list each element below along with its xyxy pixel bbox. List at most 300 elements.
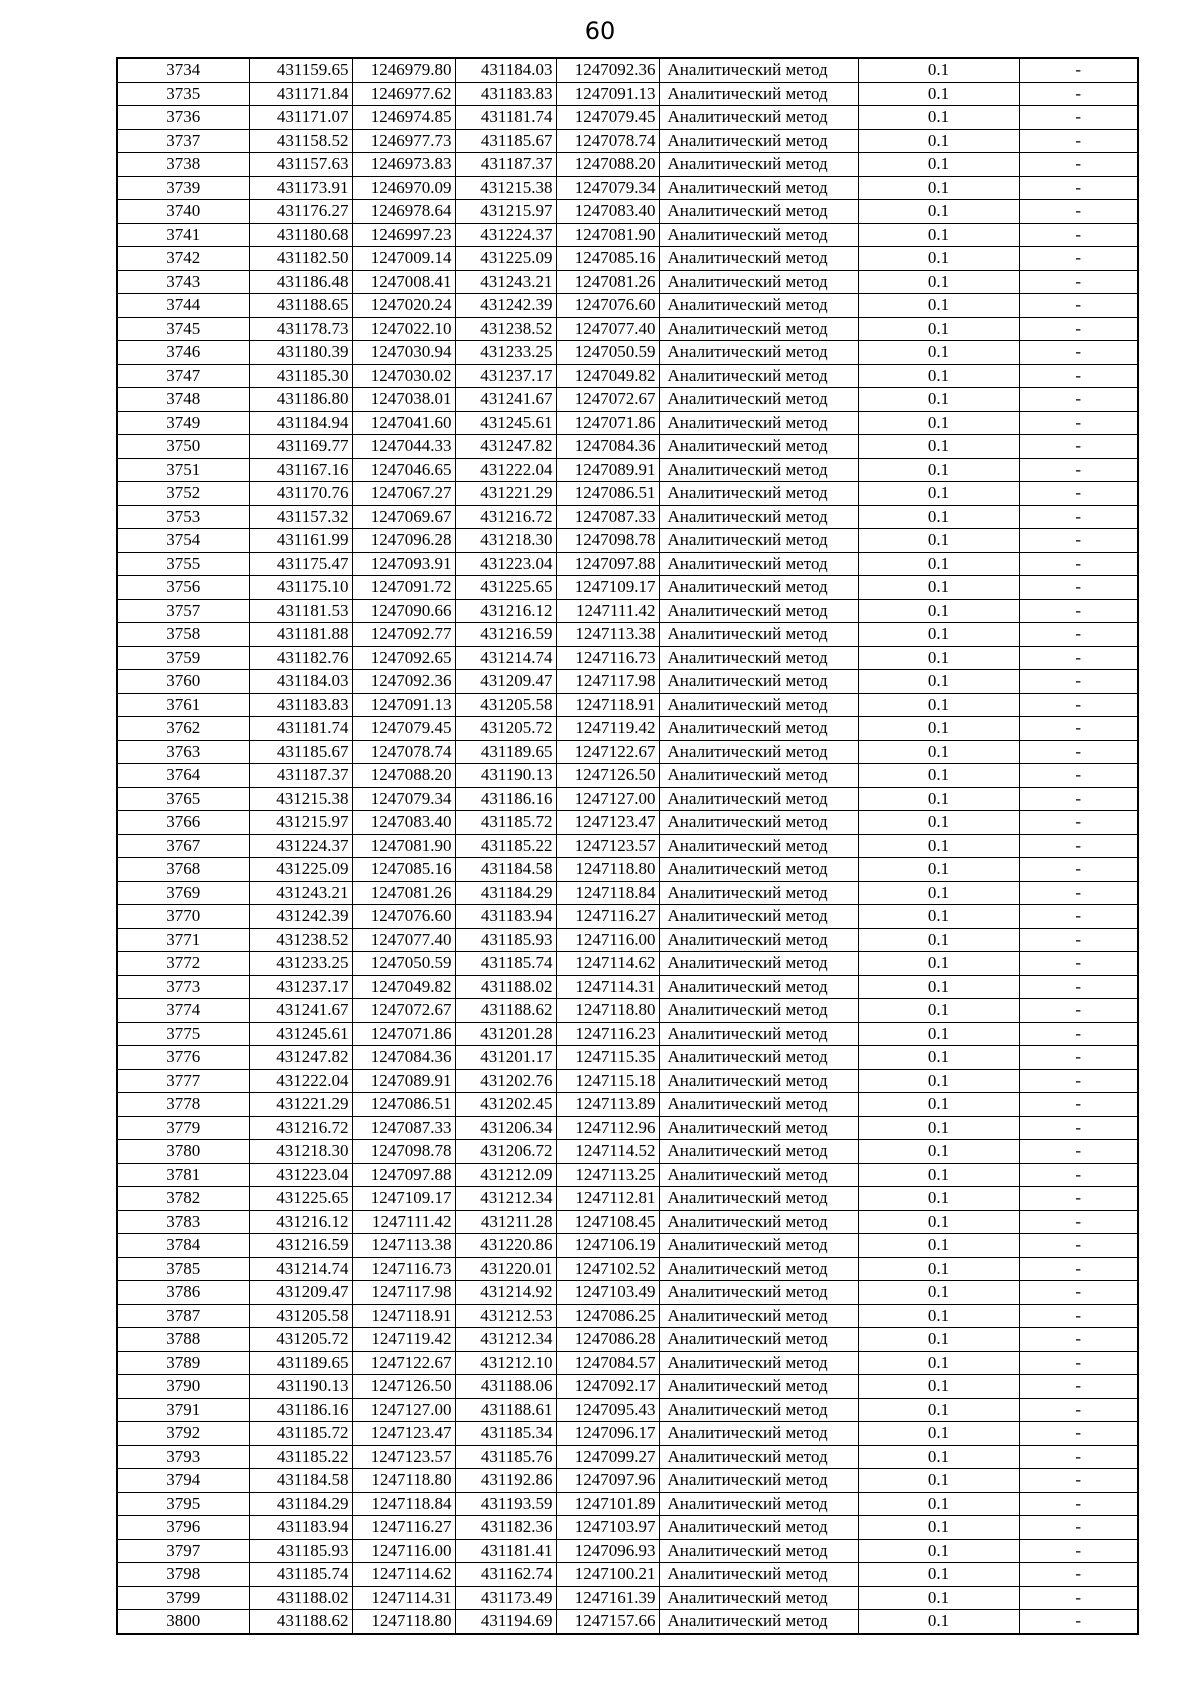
table-row xyxy=(117,693,1138,717)
y-start-cell: 1247091.72 xyxy=(352,576,455,600)
x-start-cell: 431170.76 xyxy=(249,482,352,506)
y-end-cell: 1247079.34 xyxy=(556,176,659,200)
x-start-cell: 431173.91 xyxy=(249,176,352,200)
method-cell: Аналитический метод xyxy=(659,1210,858,1234)
x-end-cell: 431162.74 xyxy=(455,1563,556,1587)
table-row xyxy=(117,58,1138,82)
y-start-cell: 1247118.91 xyxy=(352,1304,455,1328)
method-cell: Аналитический метод xyxy=(659,811,858,835)
table-row xyxy=(117,176,1138,200)
accuracy-cell: 0.1 xyxy=(858,106,1019,130)
method-cell: Аналитический метод xyxy=(659,693,858,717)
y-end-cell: 1247122.67 xyxy=(556,740,659,764)
note-cell: - xyxy=(1019,1046,1138,1070)
point-number-cell: 3734 xyxy=(117,58,249,82)
x-end-cell: 431245.61 xyxy=(455,411,556,435)
method-cell: Аналитический метод xyxy=(659,247,858,271)
accuracy-cell: 0.1 xyxy=(858,858,1019,882)
accuracy-cell: 0.1 xyxy=(858,341,1019,365)
accuracy-cell: 0.1 xyxy=(858,1257,1019,1281)
point-number-cell: 3738 xyxy=(117,153,249,177)
y-start-cell: 1247092.65 xyxy=(352,646,455,670)
y-start-cell: 1247126.50 xyxy=(352,1375,455,1399)
table-row xyxy=(117,411,1138,435)
x-end-cell: 431237.17 xyxy=(455,364,556,388)
y-end-cell: 1247113.89 xyxy=(556,1093,659,1117)
y-end-cell: 1247086.25 xyxy=(556,1304,659,1328)
y-end-cell: 1247103.49 xyxy=(556,1281,659,1305)
x-start-cell: 431184.58 xyxy=(249,1469,352,1493)
accuracy-cell: 0.1 xyxy=(858,740,1019,764)
x-start-cell: 431233.25 xyxy=(249,952,352,976)
note-cell: - xyxy=(1019,1516,1138,1540)
method-cell: Аналитический метод xyxy=(659,1375,858,1399)
note-cell: - xyxy=(1019,129,1138,153)
point-number-cell: 3751 xyxy=(117,458,249,482)
x-end-cell: 431216.59 xyxy=(455,623,556,647)
y-start-cell: 1247084.36 xyxy=(352,1046,455,1070)
method-cell: Аналитический метод xyxy=(659,364,858,388)
x-start-cell: 431215.38 xyxy=(249,787,352,811)
note-cell: - xyxy=(1019,482,1138,506)
point-number-cell: 3788 xyxy=(117,1328,249,1352)
x-start-cell: 431215.97 xyxy=(249,811,352,835)
table-row xyxy=(117,952,1138,976)
method-cell: Аналитический метод xyxy=(659,106,858,130)
accuracy-cell: 0.1 xyxy=(858,1210,1019,1234)
y-start-cell: 1246997.23 xyxy=(352,223,455,247)
table-row xyxy=(117,599,1138,623)
x-end-cell: 431188.62 xyxy=(455,999,556,1023)
note-cell: - xyxy=(1019,693,1138,717)
note-cell: - xyxy=(1019,458,1138,482)
y-start-cell: 1246977.73 xyxy=(352,129,455,153)
method-cell: Аналитический метод xyxy=(659,129,858,153)
y-start-cell: 1247076.60 xyxy=(352,905,455,929)
x-end-cell: 431206.72 xyxy=(455,1140,556,1164)
x-end-cell: 431182.36 xyxy=(455,1516,556,1540)
y-end-cell: 1247072.67 xyxy=(556,388,659,412)
y-end-cell: 1247050.59 xyxy=(556,341,659,365)
y-end-cell: 1247123.47 xyxy=(556,811,659,835)
x-end-cell: 431190.13 xyxy=(455,764,556,788)
x-end-cell: 431173.49 xyxy=(455,1586,556,1610)
table-row xyxy=(117,1210,1138,1234)
note-cell: - xyxy=(1019,881,1138,905)
y-end-cell: 1247118.80 xyxy=(556,858,659,882)
accuracy-cell: 0.1 xyxy=(858,1234,1019,1258)
accuracy-cell: 0.1 xyxy=(858,411,1019,435)
accuracy-cell: 0.1 xyxy=(858,317,1019,341)
method-cell: Аналитический метод xyxy=(659,576,858,600)
y-start-cell: 1247030.94 xyxy=(352,341,455,365)
y-end-cell: 1247081.26 xyxy=(556,270,659,294)
y-start-cell: 1246974.85 xyxy=(352,106,455,130)
table-row xyxy=(117,435,1138,459)
point-number-cell: 3743 xyxy=(117,270,249,294)
x-start-cell: 431214.74 xyxy=(249,1257,352,1281)
x-start-cell: 431175.10 xyxy=(249,576,352,600)
note-cell: - xyxy=(1019,1069,1138,1093)
x-end-cell: 431214.74 xyxy=(455,646,556,670)
method-cell: Аналитический метод xyxy=(659,670,858,694)
y-end-cell: 1247161.39 xyxy=(556,1586,659,1610)
point-number-cell: 3774 xyxy=(117,999,249,1023)
x-start-cell: 431238.52 xyxy=(249,928,352,952)
accuracy-cell: 0.1 xyxy=(858,1163,1019,1187)
x-end-cell: 431205.58 xyxy=(455,693,556,717)
y-start-cell: 1247090.66 xyxy=(352,599,455,623)
note-cell: - xyxy=(1019,576,1138,600)
y-end-cell: 1247089.91 xyxy=(556,458,659,482)
method-cell: Аналитический метод xyxy=(659,1469,858,1493)
table-row xyxy=(117,1093,1138,1117)
note-cell: - xyxy=(1019,552,1138,576)
point-number-cell: 3775 xyxy=(117,1022,249,1046)
y-end-cell: 1247126.50 xyxy=(556,764,659,788)
accuracy-cell: 0.1 xyxy=(858,1422,1019,1446)
method-cell: Аналитический метод xyxy=(659,1304,858,1328)
x-end-cell: 431225.09 xyxy=(455,247,556,271)
note-cell: - xyxy=(1019,858,1138,882)
accuracy-cell: 0.1 xyxy=(858,388,1019,412)
y-end-cell: 1247114.52 xyxy=(556,1140,659,1164)
y-end-cell: 1247115.18 xyxy=(556,1069,659,1093)
note-cell: - xyxy=(1019,223,1138,247)
method-cell: Аналитический метод xyxy=(659,388,858,412)
accuracy-cell: 0.1 xyxy=(858,764,1019,788)
y-end-cell: 1247119.42 xyxy=(556,717,659,741)
method-cell: Аналитический метод xyxy=(659,82,858,106)
x-start-cell: 431180.68 xyxy=(249,223,352,247)
note-cell: - xyxy=(1019,952,1138,976)
page-number: 60 xyxy=(584,17,616,45)
note-cell: - xyxy=(1019,670,1138,694)
method-cell: Аналитический метод xyxy=(659,505,858,529)
table-row xyxy=(117,388,1138,412)
method-cell: Аналитический метод xyxy=(659,223,858,247)
point-number-cell: 3770 xyxy=(117,905,249,929)
point-number-cell: 3750 xyxy=(117,435,249,459)
table-row xyxy=(117,1069,1138,1093)
point-number-cell: 3794 xyxy=(117,1469,249,1493)
x-start-cell: 431183.94 xyxy=(249,1516,352,1540)
x-end-cell: 431212.34 xyxy=(455,1328,556,1352)
x-start-cell: 431242.39 xyxy=(249,905,352,929)
accuracy-cell: 0.1 xyxy=(858,1586,1019,1610)
point-number-cell: 3737 xyxy=(117,129,249,153)
note-cell: - xyxy=(1019,1234,1138,1258)
table-row xyxy=(117,1234,1138,1258)
x-start-cell: 431178.73 xyxy=(249,317,352,341)
method-cell: Аналитический метод xyxy=(659,1539,858,1563)
table-row xyxy=(117,364,1138,388)
x-end-cell: 431184.03 xyxy=(455,58,556,82)
method-cell: Аналитический метод xyxy=(659,834,858,858)
x-start-cell: 431182.76 xyxy=(249,646,352,670)
point-number-cell: 3787 xyxy=(117,1304,249,1328)
x-start-cell: 431157.32 xyxy=(249,505,352,529)
y-start-cell: 1247092.36 xyxy=(352,670,455,694)
y-end-cell: 1247102.52 xyxy=(556,1257,659,1281)
method-cell: Аналитический метод xyxy=(659,787,858,811)
accuracy-cell: 0.1 xyxy=(858,1539,1019,1563)
x-end-cell: 431241.67 xyxy=(455,388,556,412)
x-start-cell: 431225.65 xyxy=(249,1187,352,1211)
table-row xyxy=(117,928,1138,952)
x-end-cell: 431216.72 xyxy=(455,505,556,529)
y-start-cell: 1247009.14 xyxy=(352,247,455,271)
accuracy-cell: 0.1 xyxy=(858,811,1019,835)
note-cell: - xyxy=(1019,270,1138,294)
x-end-cell: 431233.25 xyxy=(455,341,556,365)
x-end-cell: 431183.83 xyxy=(455,82,556,106)
method-cell: Аналитический метод xyxy=(659,623,858,647)
accuracy-cell: 0.1 xyxy=(858,975,1019,999)
accuracy-cell: 0.1 xyxy=(858,1398,1019,1422)
point-number-cell: 3796 xyxy=(117,1516,249,1540)
coordinates-table xyxy=(116,57,1139,1635)
y-end-cell: 1247127.00 xyxy=(556,787,659,811)
y-end-cell: 1247113.38 xyxy=(556,623,659,647)
accuracy-cell: 0.1 xyxy=(858,670,1019,694)
point-number-cell: 3749 xyxy=(117,411,249,435)
y-end-cell: 1247157.66 xyxy=(556,1610,659,1634)
y-end-cell: 1247100.21 xyxy=(556,1563,659,1587)
accuracy-cell: 0.1 xyxy=(858,928,1019,952)
y-end-cell: 1247071.86 xyxy=(556,411,659,435)
accuracy-cell: 0.1 xyxy=(858,435,1019,459)
note-cell: - xyxy=(1019,1281,1138,1305)
table-row xyxy=(117,881,1138,905)
note-cell: - xyxy=(1019,317,1138,341)
y-end-cell: 1247084.57 xyxy=(556,1351,659,1375)
y-start-cell: 1247114.62 xyxy=(352,1563,455,1587)
accuracy-cell: 0.1 xyxy=(858,693,1019,717)
y-start-cell: 1247122.67 xyxy=(352,1351,455,1375)
method-cell: Аналитический метод xyxy=(659,952,858,976)
y-end-cell: 1247116.00 xyxy=(556,928,659,952)
note-cell: - xyxy=(1019,1116,1138,1140)
note-cell: - xyxy=(1019,740,1138,764)
x-start-cell: 431185.93 xyxy=(249,1539,352,1563)
note-cell: - xyxy=(1019,834,1138,858)
method-cell: Аналитический метод xyxy=(659,717,858,741)
x-end-cell: 431212.10 xyxy=(455,1351,556,1375)
y-start-cell: 1247123.47 xyxy=(352,1422,455,1446)
x-start-cell: 431209.47 xyxy=(249,1281,352,1305)
method-cell: Аналитический метод xyxy=(659,1022,858,1046)
y-start-cell: 1247079.34 xyxy=(352,787,455,811)
y-end-cell: 1247112.96 xyxy=(556,1116,659,1140)
x-end-cell: 431185.22 xyxy=(455,834,556,858)
y-start-cell: 1247097.88 xyxy=(352,1163,455,1187)
accuracy-cell: 0.1 xyxy=(858,458,1019,482)
x-start-cell: 431221.29 xyxy=(249,1093,352,1117)
y-end-cell: 1247081.90 xyxy=(556,223,659,247)
y-end-cell: 1247123.57 xyxy=(556,834,659,858)
table-row xyxy=(117,153,1138,177)
x-start-cell: 431183.83 xyxy=(249,693,352,717)
x-end-cell: 431225.65 xyxy=(455,576,556,600)
table-row xyxy=(117,482,1138,506)
y-start-cell: 1246978.64 xyxy=(352,200,455,224)
point-number-cell: 3744 xyxy=(117,294,249,318)
y-start-cell: 1247008.41 xyxy=(352,270,455,294)
y-end-cell: 1247101.89 xyxy=(556,1492,659,1516)
y-end-cell: 1247116.23 xyxy=(556,1022,659,1046)
table-row xyxy=(117,200,1138,224)
x-end-cell: 431206.34 xyxy=(455,1116,556,1140)
x-end-cell: 431185.34 xyxy=(455,1422,556,1446)
method-cell: Аналитический метод xyxy=(659,1422,858,1446)
method-cell: Аналитический метод xyxy=(659,341,858,365)
method-cell: Аналитический метод xyxy=(659,552,858,576)
x-end-cell: 431218.30 xyxy=(455,529,556,553)
x-end-cell: 431220.01 xyxy=(455,1257,556,1281)
accuracy-cell: 0.1 xyxy=(858,1328,1019,1352)
table-row xyxy=(117,1257,1138,1281)
note-cell: - xyxy=(1019,811,1138,835)
x-end-cell: 431185.72 xyxy=(455,811,556,835)
method-cell: Аналитический метод xyxy=(659,458,858,482)
point-number-cell: 3756 xyxy=(117,576,249,600)
x-start-cell: 431245.61 xyxy=(249,1022,352,1046)
note-cell: - xyxy=(1019,1492,1138,1516)
note-cell: - xyxy=(1019,975,1138,999)
note-cell: - xyxy=(1019,1257,1138,1281)
point-number-cell: 3759 xyxy=(117,646,249,670)
point-number-cell: 3768 xyxy=(117,858,249,882)
table-row xyxy=(117,1469,1138,1493)
point-number-cell: 3745 xyxy=(117,317,249,341)
accuracy-cell: 0.1 xyxy=(858,623,1019,647)
method-cell: Аналитический метод xyxy=(659,1398,858,1422)
table-row xyxy=(117,787,1138,811)
x-start-cell: 431237.17 xyxy=(249,975,352,999)
y-start-cell: 1247089.91 xyxy=(352,1069,455,1093)
note-cell: - xyxy=(1019,1539,1138,1563)
table-row xyxy=(117,576,1138,600)
point-number-cell: 3735 xyxy=(117,82,249,106)
method-cell: Аналитический метод xyxy=(659,1234,858,1258)
note-cell: - xyxy=(1019,1022,1138,1046)
method-cell: Аналитический метод xyxy=(659,200,858,224)
table-body xyxy=(117,58,1138,1634)
point-number-cell: 3791 xyxy=(117,1398,249,1422)
y-end-cell: 1247118.91 xyxy=(556,693,659,717)
accuracy-cell: 0.1 xyxy=(858,58,1019,82)
table-row xyxy=(117,82,1138,106)
point-number-cell: 3784 xyxy=(117,1234,249,1258)
y-start-cell: 1247119.42 xyxy=(352,1328,455,1352)
x-start-cell: 431185.72 xyxy=(249,1422,352,1446)
x-start-cell: 431169.77 xyxy=(249,435,352,459)
table-row xyxy=(117,1140,1138,1164)
method-cell: Аналитический метод xyxy=(659,975,858,999)
y-start-cell: 1246977.62 xyxy=(352,82,455,106)
y-end-cell: 1247084.36 xyxy=(556,435,659,459)
point-number-cell: 3800 xyxy=(117,1610,249,1634)
point-number-cell: 3740 xyxy=(117,200,249,224)
point-number-cell: 3793 xyxy=(117,1445,249,1469)
point-number-cell: 3792 xyxy=(117,1422,249,1446)
y-start-cell: 1247114.31 xyxy=(352,1586,455,1610)
y-end-cell: 1247106.19 xyxy=(556,1234,659,1258)
y-start-cell: 1247116.27 xyxy=(352,1516,455,1540)
accuracy-cell: 0.1 xyxy=(858,1281,1019,1305)
method-cell: Аналитический метод xyxy=(659,1069,858,1093)
point-number-cell: 3763 xyxy=(117,740,249,764)
note-cell: - xyxy=(1019,1375,1138,1399)
table-row xyxy=(117,717,1138,741)
x-end-cell: 431201.17 xyxy=(455,1046,556,1070)
y-start-cell: 1247118.84 xyxy=(352,1492,455,1516)
x-start-cell: 431205.72 xyxy=(249,1328,352,1352)
y-end-cell: 1247079.45 xyxy=(556,106,659,130)
y-start-cell: 1247127.00 xyxy=(352,1398,455,1422)
x-start-cell: 431171.84 xyxy=(249,82,352,106)
note-cell: - xyxy=(1019,294,1138,318)
x-start-cell: 431243.21 xyxy=(249,881,352,905)
accuracy-cell: 0.1 xyxy=(858,153,1019,177)
y-start-cell: 1247020.24 xyxy=(352,294,455,318)
accuracy-cell: 0.1 xyxy=(858,1022,1019,1046)
accuracy-cell: 0.1 xyxy=(858,1445,1019,1469)
point-number-cell: 3762 xyxy=(117,717,249,741)
y-end-cell: 1247117.98 xyxy=(556,670,659,694)
table-row xyxy=(117,223,1138,247)
accuracy-cell: 0.1 xyxy=(858,1351,1019,1375)
method-cell: Аналитический метод xyxy=(659,1586,858,1610)
note-cell: - xyxy=(1019,1422,1138,1446)
x-end-cell: 431193.59 xyxy=(455,1492,556,1516)
point-number-cell: 3739 xyxy=(117,176,249,200)
y-end-cell: 1247078.74 xyxy=(556,129,659,153)
x-start-cell: 431184.29 xyxy=(249,1492,352,1516)
y-end-cell: 1247083.40 xyxy=(556,200,659,224)
table-row xyxy=(117,1281,1138,1305)
x-start-cell: 431186.16 xyxy=(249,1398,352,1422)
accuracy-cell: 0.1 xyxy=(858,1187,1019,1211)
accuracy-cell: 0.1 xyxy=(858,1069,1019,1093)
point-number-cell: 3747 xyxy=(117,364,249,388)
note-cell: - xyxy=(1019,435,1138,459)
x-start-cell: 431161.99 xyxy=(249,529,352,553)
table-row xyxy=(117,458,1138,482)
x-start-cell: 431158.52 xyxy=(249,129,352,153)
x-start-cell: 431188.62 xyxy=(249,1610,352,1634)
x-start-cell: 431182.50 xyxy=(249,247,352,271)
table-row xyxy=(117,858,1138,882)
x-end-cell: 431224.37 xyxy=(455,223,556,247)
accuracy-cell: 0.1 xyxy=(858,82,1019,106)
y-start-cell: 1247093.91 xyxy=(352,552,455,576)
x-end-cell: 431202.76 xyxy=(455,1069,556,1093)
y-end-cell: 1247092.17 xyxy=(556,1375,659,1399)
point-number-cell: 3752 xyxy=(117,482,249,506)
table-row xyxy=(117,999,1138,1023)
method-cell: Аналитический метод xyxy=(659,1093,858,1117)
y-end-cell: 1247098.78 xyxy=(556,529,659,553)
y-start-cell: 1247044.33 xyxy=(352,435,455,459)
point-number-cell: 3764 xyxy=(117,764,249,788)
y-end-cell: 1247087.33 xyxy=(556,505,659,529)
x-start-cell: 431216.72 xyxy=(249,1116,352,1140)
accuracy-cell: 0.1 xyxy=(858,1116,1019,1140)
x-start-cell: 431184.94 xyxy=(249,411,352,435)
y-start-cell: 1247050.59 xyxy=(352,952,455,976)
